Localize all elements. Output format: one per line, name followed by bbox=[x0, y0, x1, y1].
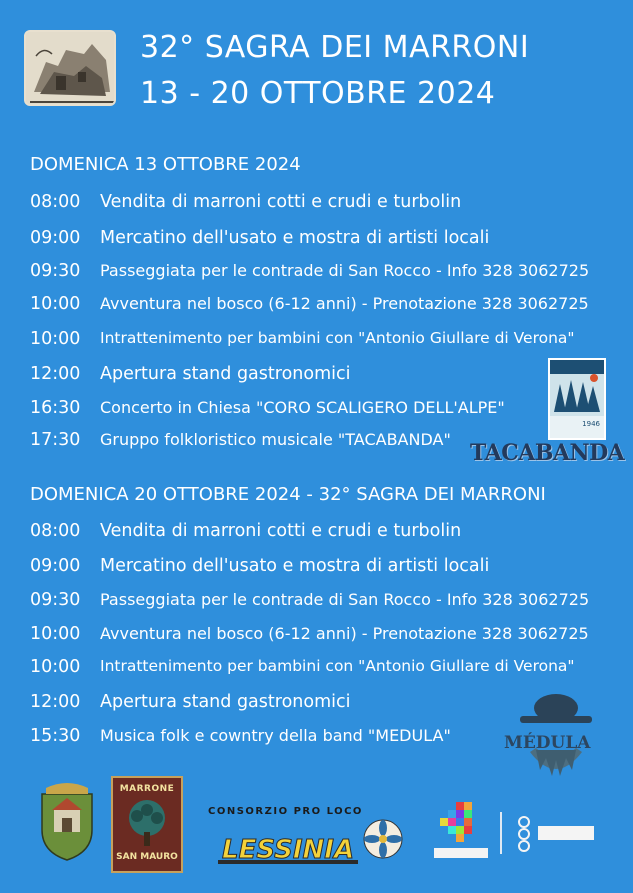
event-time: 09:30 bbox=[30, 590, 81, 610]
day1-event bbox=[30, 329, 575, 349]
event-time: 10:00 bbox=[30, 624, 81, 644]
flower-badge-icon bbox=[362, 818, 404, 860]
poster-title: 32° SAGRA DEI MARRONI bbox=[140, 30, 530, 65]
event-time: 08:00 bbox=[30, 521, 81, 541]
event-time: 12:00 bbox=[30, 364, 81, 384]
marrone-card-place: SAN MAURO bbox=[116, 852, 178, 862]
day1-event bbox=[30, 430, 451, 450]
day2-event bbox=[30, 521, 461, 541]
unpli-verona-icon bbox=[514, 812, 598, 856]
event-text: Concerto in Chiesa "CORO SCALIGERO DELL'ALPE" bbox=[100, 398, 505, 417]
day2-event bbox=[30, 657, 575, 677]
organizer-logo-caption bbox=[24, 108, 116, 120]
event-text: Intrattenimento per bambini con "Antonio Giullare di Verona" bbox=[100, 657, 575, 675]
event-time: 16:30 bbox=[30, 398, 81, 418]
event-time: 17:30 bbox=[30, 430, 81, 450]
event-time: 10:00 bbox=[30, 294, 81, 314]
lessinia-logo bbox=[218, 830, 358, 864]
municipality-crest-icon bbox=[36, 780, 98, 862]
event-text: Passeggiata per le contrade di San Rocco - Info 328 3062725 bbox=[100, 590, 590, 609]
medula-logo: MÉDULA bbox=[504, 733, 591, 753]
event-text: Vendita di marroni cotti e crudi e turbolin bbox=[100, 521, 462, 541]
coro-badge-year: 1946 bbox=[582, 420, 600, 428]
organizer-logo bbox=[24, 30, 116, 122]
event-time: 09:00 bbox=[30, 228, 81, 248]
day2-event bbox=[30, 692, 350, 712]
event-text: Vendita di marroni cotti e crudi e turbolin bbox=[100, 192, 462, 212]
event-time: 12:00 bbox=[30, 692, 81, 712]
tacabanda-logo: TACABANDA bbox=[470, 440, 625, 466]
event-text: Avventura nel bosco (6-12 anni) - Prenotazione 328 3062725 bbox=[100, 294, 589, 313]
consorzio-pro-loco-label: CONSORZIO PRO LOCO bbox=[208, 806, 363, 817]
event-text: Apertura stand gastronomici bbox=[100, 364, 351, 384]
event-time: 09:30 bbox=[30, 261, 81, 281]
poster-dates: 13 - 20 OTTOBRE 2024 bbox=[140, 76, 496, 111]
marrone-card-name: MARRONE bbox=[119, 784, 175, 794]
event-time: 15:30 bbox=[30, 726, 81, 746]
event-text: Musica folk e cowntry della band "MEDULA" bbox=[100, 726, 451, 745]
day1-event bbox=[30, 364, 350, 384]
marrone-san-mauro-logo bbox=[111, 776, 183, 873]
day1-event bbox=[30, 228, 489, 248]
day1-event bbox=[30, 192, 461, 212]
day1-event bbox=[30, 261, 589, 281]
village-sketch-image bbox=[24, 30, 116, 106]
event-text: Mercatino dell'usato e mostra di artisti locali bbox=[100, 556, 490, 576]
day2-event bbox=[30, 556, 489, 576]
day1-event bbox=[30, 294, 589, 314]
day2-event bbox=[30, 590, 589, 610]
event-text: Intrattenimento per bambini con "Antonio Giullare di Verona" bbox=[100, 329, 575, 347]
day2-title: DOMENICA 20 OTTOBRE 2024 - 32° SAGRA DEI MARRONI bbox=[30, 484, 546, 505]
footer-divider bbox=[500, 812, 502, 854]
event-time: 10:00 bbox=[30, 657, 81, 677]
event-text: Gruppo folkloristico musicale "TACABANDA" bbox=[100, 430, 451, 449]
event-text: Passeggiata per le contrade di San Rocco - Info 328 3062725 bbox=[100, 261, 590, 280]
day2-event bbox=[30, 726, 451, 746]
event-text: Mercatino dell'usato e mostra di artisti locali bbox=[100, 228, 490, 248]
day1-event bbox=[30, 398, 505, 418]
event-text: Apertura stand gastronomici bbox=[100, 692, 351, 712]
lessinia-text: LESSINIA bbox=[222, 835, 355, 864]
event-time: 09:00 bbox=[30, 556, 81, 576]
event-text: Avventura nel bosco (6-12 anni) - Prenotazione 328 3062725 bbox=[100, 624, 589, 643]
event-time: 10:00 bbox=[30, 329, 81, 349]
coro-scaligero-badge bbox=[548, 358, 606, 440]
day2-event bbox=[30, 624, 589, 644]
day1-title: DOMENICA 13 OTTOBRE 2024 bbox=[30, 154, 301, 175]
event-time: 08:00 bbox=[30, 192, 81, 212]
unpli-veneto-icon bbox=[430, 800, 492, 862]
chestnut-tree-icon bbox=[119, 798, 175, 848]
